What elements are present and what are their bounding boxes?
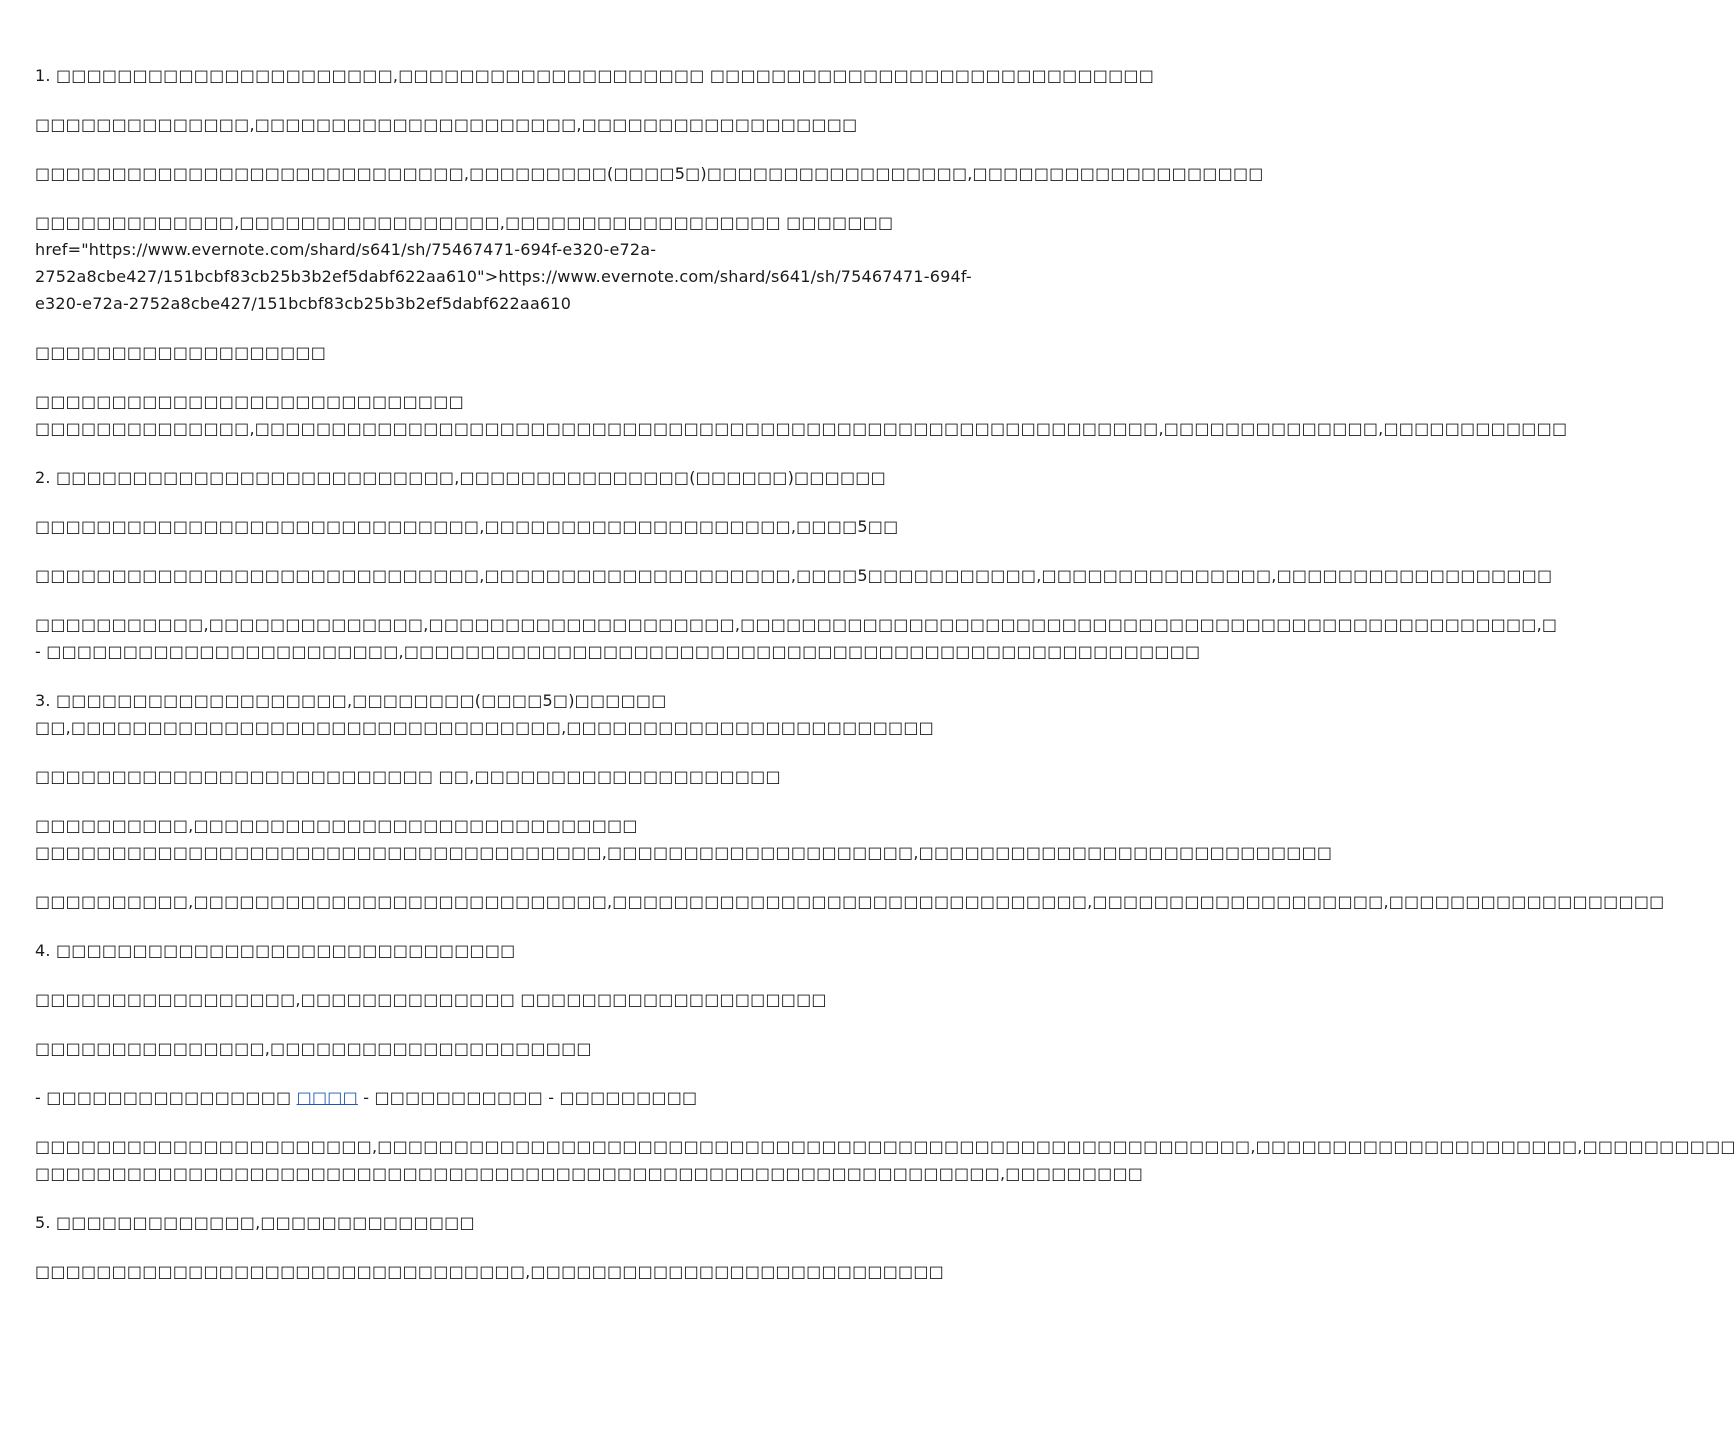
link-paragraph-line [35,1084,989,1111]
paragraph-line: 2. □□□□□□□□□□□□□□□□□□□□□□□□□□,□□□□□□□□□□□□□□□(□□□□□□)□□□□□□ [35,468,886,487]
paragraph [35,111,989,138]
paragraph-line: □□□□□□□□□□□□□□□□□□□□□□□□□□ □□,□□□□□□□□□□□□□□□□□□□□ [35,767,781,786]
paragraph-line: □□,□□□□□□□□□□□□□□□□□□□□□□□□□□□□□□□□,□□□□□□□□□□□□□□□□□□□□□□□□ [35,718,934,737]
paragraph-line: □□□□□□□□□□,□□□□□□□□□□□□□□□□□□□□□□□□□□□□□ [35,816,638,835]
document-page [35,62,1736,1442]
document-tail [35,1133,1736,1285]
paragraph [35,1209,989,1236]
paragraph-line: □□□□□□□□□□□,□□□□□□□□□□□□□□,□□□□□□□□□□□□□□□□□□□□,□□□□□□□□□□□□□□□□□□□□□□□□□□□□□□□□□□□□□□□□□□□□□□□□□□□□,□ [35,615,1558,634]
paragraph [35,1133,1736,1187]
paragraph [35,937,989,964]
paragraph [35,1035,989,1062]
paragraph [35,687,989,741]
paragraph [35,562,1553,589]
link-paragraph-suffix: - □□□□□□□□□□□ - □□□□□□□□□ [357,1088,698,1107]
paragraph [35,339,989,366]
paragraph [35,513,989,540]
paragraph [35,611,1558,665]
paragraph [35,888,1665,915]
paragraph-line: □□□□□□□□□□□□□□□,□□□□□□□□□□□□□□□□□□□□□ [35,1039,592,1058]
paragraph-line: 4. □□□□□□□□□□□□□□□□□□□□□□□□□□□□□□ [35,941,516,960]
paragraph-line: e320-e72a-2752a8cbe427/151bcbf83cb25b3b2ef5dabf622aa610 [35,294,572,313]
paragraph-line: □□□□□□□□□□□□□□□□□□□□□□□□□□□□□□□□,□□□□□□□□□□□□□□□□□□□□□□□□□□□ [35,1262,944,1281]
paragraph-line: □□□□□□□□□□□□□□□□□□□□□□□□□□□□,□□□□□□□□□(□□□□5□)□□□□□□□□□□□□□□□□□,□□□□□□□□□□□□□□□□□□□ [35,164,1264,183]
paragraph-line: □□□□□□□□□□□□□□□□□□□□□□□□□□□□□□□□□□□□□,□□□□□□□□□□□□□□□□□□□□,□□□□□□□□□□□□□□□□□□□□□□□□□□□ [35,843,1333,862]
paragraph-line: 3. □□□□□□□□□□□□□□□□□□□,□□□□□□□□(□□□□5□)□□□□□□ [35,691,667,710]
document-body [35,62,1665,1062]
paragraph [35,763,989,790]
paragraph-line: □□□□□□□□□□□□□□□□□□□□□□□□□□□□□,□□□□□□□□□□□□□□□□□□□□,□□□□5□□ [35,517,899,536]
paragraph [35,388,1568,442]
paragraph [35,1258,989,1285]
paragraph-line: □□□□□□□□□□□□□□□□□□□ [35,343,327,362]
paragraph [35,160,1264,187]
paragraph-line: □□□□□□□□□□□□□□□□□□□□□□,□□□□□□□□□□□□□□□□□□□□□□□□□□□□□□□□□□□□□□□□□□□□□□□□□□□□□□□□□,□□□□□□□□□□□□□□□□□□□□□,□□□□□□□□□□ [35,1137,1736,1156]
paragraph-line: 2752a8cbe427/151bcbf83cb25b3b2ef5dabf622aa610">https://www.evernote.com/shard/s641/sh/75467471-694f- [35,267,972,286]
paragraph-line: □□□□□□□□□□□□□□□□□□□□□□□□□□□□ [35,392,464,411]
paragraph-line: □□□□□□□□□□□□□□□□□,□□□□□□□□□□□□□□ □□□□□□□□□□□□□□□□□□□□ [35,990,827,1009]
paragraph-line: 5. □□□□□□□□□□□□□,□□□□□□□□□□□□□□ [35,1213,475,1232]
paragraph [35,812,1333,866]
link-paragraph [35,1084,989,1111]
paragraph-line: □□□□□□□□□□□□□,□□□□□□□□□□□□□□□□□,□□□□□□□□□□□□□□□□□□ □□□□□□□ [35,213,894,232]
paragraph [35,986,989,1013]
paragraph-line: □□□□□□□□□□□□□□,□□□□□□□□□□□□□□□□□□□□□□□□□□□□□□□□□□□□□□□□□□□□□□□□□□□□□□□□□□□,□□□□□□□□□□□□□□,□□□□□□□□□□□□ [35,419,1568,438]
paragraph-line: □□□□□□□□□□□□□□□□□□□□□□□□□□□□□,□□□□□□□□□□□□□□□□□□□□,□□□□5□□□□□□□□□□□,□□□□□□□□□□□□□□□,□□□□□□□□□□□□□□□□□□ [35,566,1553,585]
paragraph [35,209,989,317]
link-paragraph-prefix: - □□□□□□□□□□□□□□□□ [35,1088,297,1107]
paragraph [35,62,1155,89]
paragraph-line: - □□□□□□□□□□□□□□□□□□□□□□□,□□□□□□□□□□□□□□□□□□□□□□□□□□□□□□□□□□□□□□□□□□□□□□□□□□□□ [35,642,1201,661]
paragraph-line: □□□□□□□□□□,□□□□□□□□□□□□□□□□□□□□□□□□□□□,□□□□□□□□□□□□□□□□□□□□□□□□□□□□□□□,□□□□□□□□□□□□□□□□□□□,□□□□□□□□□□□□□□□□□□ [35,892,1665,911]
paragraph-line: 1. □□□□□□□□□□□□□□□□□□□□□□,□□□□□□□□□□□□□□□□□□□□ □□□□□□□□□□□□□□□□□□□□□□□□□□□□□ [35,66,1155,85]
paragraph-line: □□□□□□□□□□□□□□□□□□□□□□□□□□□□□□□□□□□□□□□□□□□□□□□□□□□□□□□□□□□□□□□,□□□□□□□□□ [35,1164,1144,1183]
paragraph-line: □□□□□□□□□□□□□□,□□□□□□□□□□□□□□□□□□□□□,□□□□□□□□□□□□□□□□□□ [35,115,858,134]
paragraph [35,464,989,491]
inline-link[interactable]: □□□□ [296,1088,358,1107]
paragraph-line: href="https://www.evernote.com/shard/s641/sh/75467471-694f-e320-e72a- [35,240,657,259]
